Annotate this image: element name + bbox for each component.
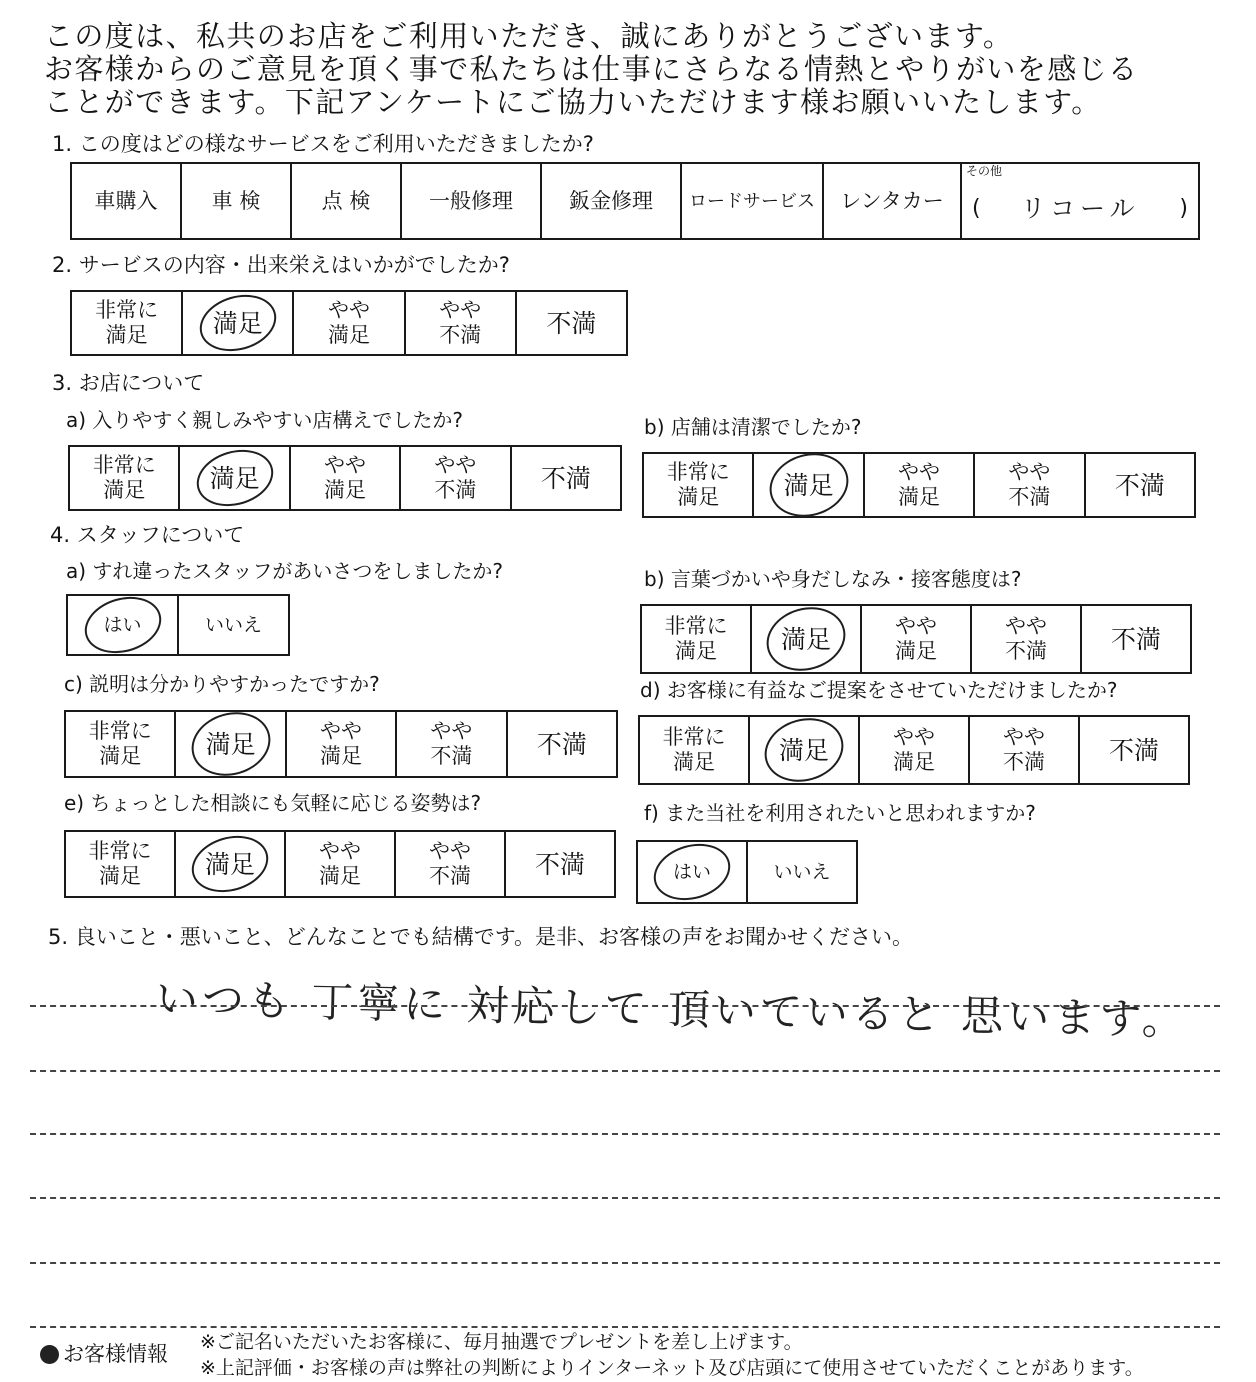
rating-somewhat-satisfied[interactable]: [287, 712, 397, 776]
dashed-line: [30, 1197, 1220, 1199]
service-option[interactable]: ロードサービス: [682, 164, 824, 238]
cell-line: やや: [1005, 614, 1047, 638]
answer-yes[interactable]: [638, 842, 748, 902]
q3b-rating-grid: [642, 452, 1196, 518]
cell-line: 満足: [324, 478, 367, 502]
cell-text: 不満: [534, 849, 585, 879]
rating-unsatisfied[interactable]: [1086, 454, 1194, 516]
intro-line: ことができます。下記アンケートにご協力いただけます様お願いいたします。: [44, 85, 1102, 119]
question-3b-label: b) 店舗は清潔でしたか?: [644, 415, 862, 439]
question-3a-label: a) 入りやすく親しみやすい店構えでしたか?: [66, 408, 464, 432]
cell-line: 満足: [328, 323, 370, 347]
cell-line: 満足: [677, 485, 720, 509]
cell-text: 満足: [778, 735, 829, 765]
other-label: その他: [966, 164, 1003, 178]
service-option[interactable]: レンタカー: [824, 164, 962, 238]
cell-text: 満足: [212, 308, 263, 338]
cell-line: 満足: [675, 639, 717, 663]
question-4a-label: a) すれ違ったスタッフがあいさつをしましたか?: [66, 559, 504, 583]
rating-unsatisfied[interactable]: [1082, 606, 1190, 672]
cell-text: 満足: [783, 470, 834, 500]
cell-line: 非常に: [95, 298, 159, 322]
answer-no[interactable]: [748, 842, 856, 902]
rating-somewhat-satisfied[interactable]: [862, 606, 972, 672]
cell-text: 不満: [1108, 735, 1159, 765]
rating-very-satisfied[interactable]: [642, 606, 752, 672]
bullet-icon: [40, 1345, 59, 1364]
cell-text: 不満: [546, 308, 597, 338]
cell-text: いいえ: [204, 613, 262, 636]
cell-text: 満足: [205, 729, 256, 759]
question-4-title: 4. スタッフについて: [50, 523, 245, 547]
rating-somewhat-unsatisfied[interactable]: [396, 832, 506, 896]
cell-line: 不満: [439, 323, 482, 347]
q2-rating-grid: [70, 290, 628, 356]
rating-somewhat-unsatisfied[interactable]: [401, 447, 511, 509]
other-input[interactable]: [962, 182, 1198, 221]
rating-somewhat-satisfied[interactable]: [865, 454, 975, 516]
cell-line: やや: [324, 453, 367, 477]
cell-line: やや: [434, 453, 477, 477]
question-4b-label: b) 言葉づかいや身だしなみ・接客態度は?: [644, 567, 1022, 591]
rating-somewhat-unsatisfied[interactable]: [970, 717, 1080, 783]
cell-text: 不満: [1114, 470, 1165, 500]
rating-somewhat-unsatisfied[interactable]: [406, 292, 517, 354]
customer-comment-handwriting: いつも 丁寧に 対応して 頂いていると 思います。: [155, 974, 1189, 1045]
rating-satisfied[interactable]: [754, 454, 864, 516]
service-option[interactable]: 点 検: [292, 164, 402, 238]
intro-text: [44, 20, 1244, 119]
q4f-yesno-grid: [636, 840, 858, 904]
rating-very-satisfied[interactable]: [72, 292, 183, 354]
cell-line: 非常に: [662, 725, 726, 749]
cell-line: 不満: [430, 744, 473, 768]
cell-text: 不満: [540, 463, 591, 493]
cell-line: 不満: [1008, 485, 1051, 509]
cell-line: 非常に: [664, 614, 728, 638]
rating-somewhat-satisfied[interactable]: [291, 447, 401, 509]
rating-unsatisfied[interactable]: [517, 292, 626, 354]
intro-line: お客様からのご意見を頂く事で私たちは仕事にさらなる情熱とやりがいを感じる: [44, 52, 1139, 86]
cell-line: 満足: [893, 750, 935, 774]
cell-line: 非常に: [92, 453, 156, 477]
rating-unsatisfied[interactable]: [506, 832, 614, 896]
cell-text: 満足: [209, 463, 260, 493]
rating-somewhat-satisfied[interactable]: [860, 717, 970, 783]
dashed-line: [30, 1326, 1220, 1328]
cell-line: 不満: [1005, 639, 1047, 663]
rating-somewhat-unsatisfied[interactable]: [975, 454, 1085, 516]
rating-unsatisfied[interactable]: [508, 712, 616, 776]
rating-somewhat-satisfied[interactable]: [286, 832, 396, 896]
question-1-title: 1. この度はどの様なサービスをご利用いただきましたか?: [52, 132, 594, 156]
service-option[interactable]: 鈑金修理: [542, 164, 682, 238]
rating-very-satisfied[interactable]: [644, 454, 754, 516]
service-options-grid: [70, 162, 1200, 240]
cell-text: いいえ: [773, 860, 831, 883]
service-option-other[interactable]: [962, 164, 1198, 238]
service-option[interactable]: 車 検: [182, 164, 292, 238]
footer-note: ※ご記名いただいたお客様に、毎月抽選でプレゼントを差し上げます。: [200, 1331, 803, 1353]
customer-info-label: お客様情報: [63, 1342, 168, 1366]
cell-line: やや: [430, 719, 473, 743]
other-handwritten-value: リコール: [1020, 193, 1140, 223]
rating-satisfied[interactable]: [176, 712, 286, 776]
cell-line: やや: [328, 298, 370, 322]
cell-text: 満足: [780, 624, 831, 654]
cell-line: やや: [898, 460, 941, 484]
dashed-line: [30, 1070, 1220, 1072]
cell-line: 非常に: [88, 839, 152, 863]
cell-line: 満足: [103, 478, 146, 502]
cell-line: 満足: [320, 744, 363, 768]
dashed-line: [30, 1133, 1220, 1135]
rating-satisfied[interactable]: [750, 717, 860, 783]
rating-somewhat-satisfied[interactable]: [294, 292, 405, 354]
cell-line: やや: [1003, 725, 1045, 749]
q4e-rating-grid: [64, 830, 616, 898]
cell-line: 満足: [105, 323, 148, 347]
q4a-yesno-grid: [66, 594, 290, 656]
cell-line: 満足: [319, 864, 361, 888]
cell-line: 不満: [434, 478, 477, 502]
cell-line: 満足: [895, 639, 937, 663]
rating-satisfied[interactable]: [180, 447, 290, 509]
rating-satisfied[interactable]: [183, 292, 294, 354]
rating-somewhat-unsatisfied[interactable]: [397, 712, 507, 776]
cell-line: 満足: [673, 750, 715, 774]
cell-text: はい: [103, 613, 142, 636]
cell-line: やや: [319, 839, 361, 863]
cell-line: 不満: [1003, 750, 1045, 774]
cell-text: 不満: [536, 729, 587, 759]
q4d-rating-grid: [638, 715, 1190, 785]
rating-very-satisfied[interactable]: [66, 712, 176, 776]
dashed-line: [30, 1005, 1220, 1007]
rating-satisfied[interactable]: [176, 832, 286, 896]
rating-very-satisfied[interactable]: [66, 832, 176, 896]
cell-line: 満足: [898, 485, 941, 509]
cell-line: 満足: [99, 744, 142, 768]
q4b-rating-grid: [640, 604, 1192, 674]
cell-text: 不満: [1110, 624, 1161, 654]
cell-line: やや: [439, 298, 482, 322]
cell-line: やや: [429, 839, 471, 863]
rating-very-satisfied[interactable]: [640, 717, 750, 783]
cell-line: 不満: [429, 864, 471, 888]
question-3-title: 3. お店について: [52, 371, 205, 395]
answer-yes[interactable]: [68, 596, 179, 654]
cell-line: 満足: [99, 864, 141, 888]
cell-line: やや: [320, 719, 363, 743]
intro-line: この度は、私共のお店をご利用いただき、誠にありがとうございます。: [44, 19, 1014, 53]
dashed-line: [30, 1262, 1220, 1264]
paren-close: ): [1179, 195, 1188, 221]
question-4c-label: c) 説明は分かりやすかったですか?: [64, 672, 380, 696]
rating-unsatisfied[interactable]: [1080, 717, 1188, 783]
service-option[interactable]: 車購入: [72, 164, 182, 238]
question-4f-label: f) また当社を利用されたいと思われますか?: [644, 801, 1036, 825]
question-4d-label: d) お客様に有益なご提案をさせていただけましたか?: [640, 678, 1118, 702]
cell-line: やや: [1008, 460, 1051, 484]
question-4e-label: e) ちょっとした相談にも気軽に応じる姿勢は?: [64, 791, 482, 815]
cell-line: やや: [893, 725, 935, 749]
footer-note: ※上記評価・お客様の声は弊社の判断によりインターネット及び店頭にて使用させていただくことがあります。: [200, 1357, 1144, 1379]
cell-text: はい: [672, 860, 711, 883]
question-5-title: 5. 良いこと・悪いこと、どんなことでも結構です。是非、お客様の声をお聞かせください。: [48, 925, 914, 949]
q4c-rating-grid: [64, 710, 618, 778]
question-2-title: 2. サービスの内容・出来栄えはいかがでしたか?: [52, 253, 510, 277]
cell-line: 非常に: [88, 719, 152, 743]
customer-info-heading: [40, 1340, 168, 1368]
service-option[interactable]: 一般修理: [402, 164, 542, 238]
answer-no[interactable]: [179, 596, 288, 654]
paren-open: (: [972, 195, 981, 221]
rating-unsatisfied[interactable]: [512, 447, 620, 509]
rating-satisfied[interactable]: [752, 606, 862, 672]
cell-line: 非常に: [666, 460, 730, 484]
q3a-rating-grid: [68, 445, 622, 511]
cell-text: 満足: [204, 849, 255, 879]
rating-somewhat-unsatisfied[interactable]: [972, 606, 1082, 672]
rating-very-satisfied[interactable]: [70, 447, 180, 509]
cell-line: やや: [895, 614, 937, 638]
